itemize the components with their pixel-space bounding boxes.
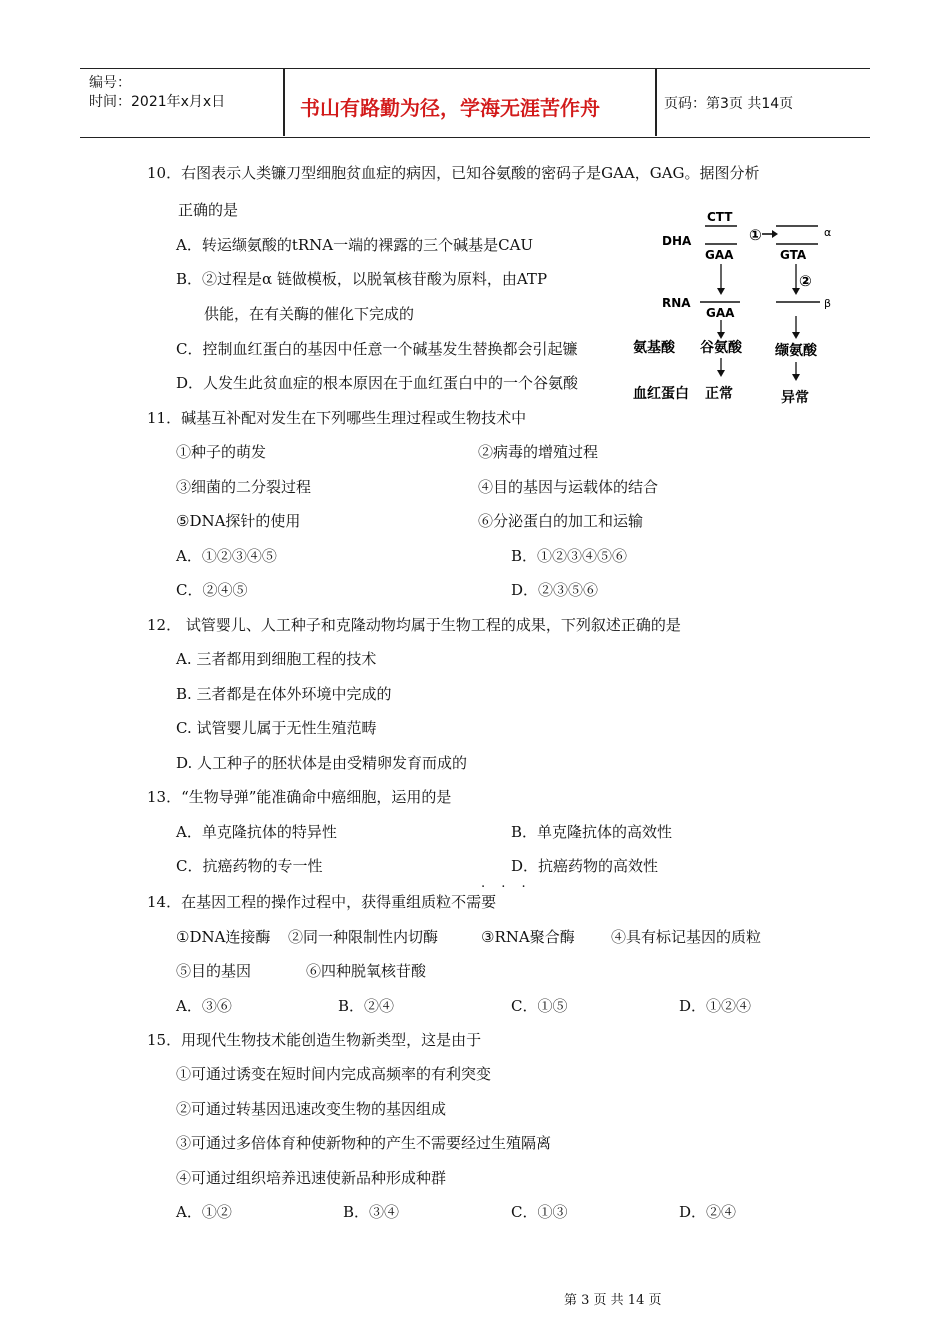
question-12-option-c: C. 试管婴儿属于无性生殖范畴: [176, 719, 377, 737]
question-11-item-4: ④目的基因与运载体的结合: [478, 478, 659, 496]
page-info: 页码：第3页 共14页: [664, 96, 794, 112]
question-11-item-5: ⑤DNA探针的使用: [176, 512, 301, 530]
sickle-cell-diagram: [630, 200, 850, 415]
question-13-stem: 13．“生物导弹”能准确命中癌细胞，运用的是: [147, 788, 452, 806]
question-14-option-c: C．①⑤: [511, 997, 568, 1015]
date-label: 时间：2021年x月x日: [89, 94, 226, 110]
question-13-option-a: A．单克隆抗体的特异性: [176, 823, 337, 841]
question-12-stem: 12． 试管婴儿、人工种子和克隆动物均属于生物工程的成果，下列叙述正确的是: [147, 616, 681, 634]
question-10-option-b-cont: 供能，在有关酶的催化下完成的: [204, 305, 415, 323]
question-10-option-d: D．人发生此贫血症的根本原因在于血红蛋白中的一个谷氨酸: [176, 374, 579, 392]
question-12-option-b: B. 三者都是在体外环境中完成的: [176, 685, 392, 703]
question-10-stem-cont: 正确的是: [178, 201, 239, 219]
number-label: 编号：: [89, 75, 131, 91]
question-15-option-a: A．①②: [176, 1203, 232, 1221]
question-14-item-2: ②同一种限制性内切酶: [288, 928, 439, 946]
valine-label: 缬氨酸: [775, 343, 817, 359]
mutant-codon: GTA: [780, 248, 807, 262]
dna-codon-top: CTT: [707, 210, 733, 224]
question-11-item-1: ①种子的萌发: [176, 443, 267, 461]
question-13-option-b: B．单克隆抗体的高效性: [511, 823, 673, 841]
motto: 书山有路勤为径，学海无涯苦作舟: [300, 96, 600, 120]
question-14-option-b: B．②④: [338, 997, 395, 1015]
question-15-option-c: C．①③: [511, 1203, 568, 1221]
abnormal-label: 异常: [781, 390, 809, 406]
question-10-option-b: B．②过程是α 链做模板，以脱氧核苷酸为原料，由ATP: [176, 270, 548, 288]
question-11-stem: 11．碱基互补配对发生在下列哪些生理过程或生物技术中: [147, 409, 527, 427]
question-11-option-a: A．①②③④⑤: [176, 547, 277, 565]
question-14-item-3: ③RNA聚合酶: [481, 928, 575, 946]
header-divider: [655, 68, 657, 136]
header-divider: [283, 68, 285, 136]
question-14-option-d: D．①②④: [679, 997, 752, 1015]
question-11-option-b: B．①②③④⑤⑥: [511, 547, 628, 565]
question-11-item-2: ②病毒的增殖过程: [478, 443, 599, 461]
question-14-item-5: ⑤目的基因: [176, 962, 252, 980]
alpha-label: α: [824, 226, 832, 239]
rna-codon: GAA: [706, 306, 735, 320]
question-14-item-1: ①DNA连接酶: [176, 928, 271, 946]
question-11-item-6: ⑥分泌蛋白的加工和运输: [478, 512, 644, 530]
normal-label: 正常: [705, 386, 733, 402]
question-14-stem: 14．在基因工程的操作过程中，获得重组质粒不需要: [147, 893, 497, 911]
question-11-item-3: ③细菌的二分裂过程: [176, 478, 312, 496]
amino-acid-label: 氨基酸: [633, 340, 675, 356]
question-12-option-d: D. 人工种子的胚状体是由受精卵发育而成的: [176, 754, 468, 772]
question-15-item-2: ②可通过转基因迅速改变生物的基因组成: [176, 1100, 447, 1118]
step-1-marker: ①: [749, 226, 762, 244]
question-11-option-c: C．②④⑤: [176, 581, 248, 599]
question-10-option-c: C．控制血红蛋白的基因中任意一个碱基发生替换都会引起镰: [176, 340, 578, 358]
step-2-marker: ②: [799, 272, 812, 290]
hemoglobin-label: 血红蛋白: [633, 386, 689, 402]
question-15-option-b: B．③④: [343, 1203, 400, 1221]
question-11-option-d: D．②③⑤⑥: [511, 581, 599, 599]
question-15-item-4: ④可通过组织培养迅速使新品种形成种群: [176, 1169, 447, 1187]
rna-label: RNA: [662, 296, 691, 310]
question-12-option-a: A. 三者都用到细胞工程的技术: [176, 650, 377, 668]
glutamate-label: 谷氨酸: [700, 340, 742, 356]
question-15-item-1: ①可通过诱变在短时间内完成高频率的有利突变: [176, 1065, 492, 1083]
question-14-item-6: ⑥四种脱氧核苷酸: [306, 962, 427, 980]
question-15-item-3: ③可通过多倍体育种使新物种的产生不需要经过生殖隔离: [176, 1134, 552, 1152]
question-13-option-d: D．抗癌药物的高效性: [511, 857, 659, 875]
question-14-option-a: A．③⑥: [176, 997, 232, 1015]
question-10-option-a: A．转运缬氨酸的tRNA一端的裸露的三个碱基是CAU: [176, 236, 534, 254]
beta-label: β: [824, 297, 832, 310]
question-15-option-d: D．②④: [679, 1203, 737, 1221]
question-13-option-c: C．抗癌药物的专一性: [176, 857, 323, 875]
page-footer: 第 3 页 共 14 页: [564, 1293, 662, 1308]
question-10-stem: 10．右图表示人类镰刀型细胞贫血症的病因，已知谷氨酸的密码子是GAA，GAG。据图分析: [147, 164, 760, 182]
question-14-item-4: ④具有标记基因的质粒: [611, 928, 762, 946]
question-15-stem: 15．用现代生物技术能创造生物新类型，这是由于: [147, 1031, 482, 1049]
dna-codon-bottom: GAA: [705, 248, 734, 262]
dna-label: DHA: [662, 234, 692, 248]
emphasis-dots: . . .: [481, 876, 532, 891]
